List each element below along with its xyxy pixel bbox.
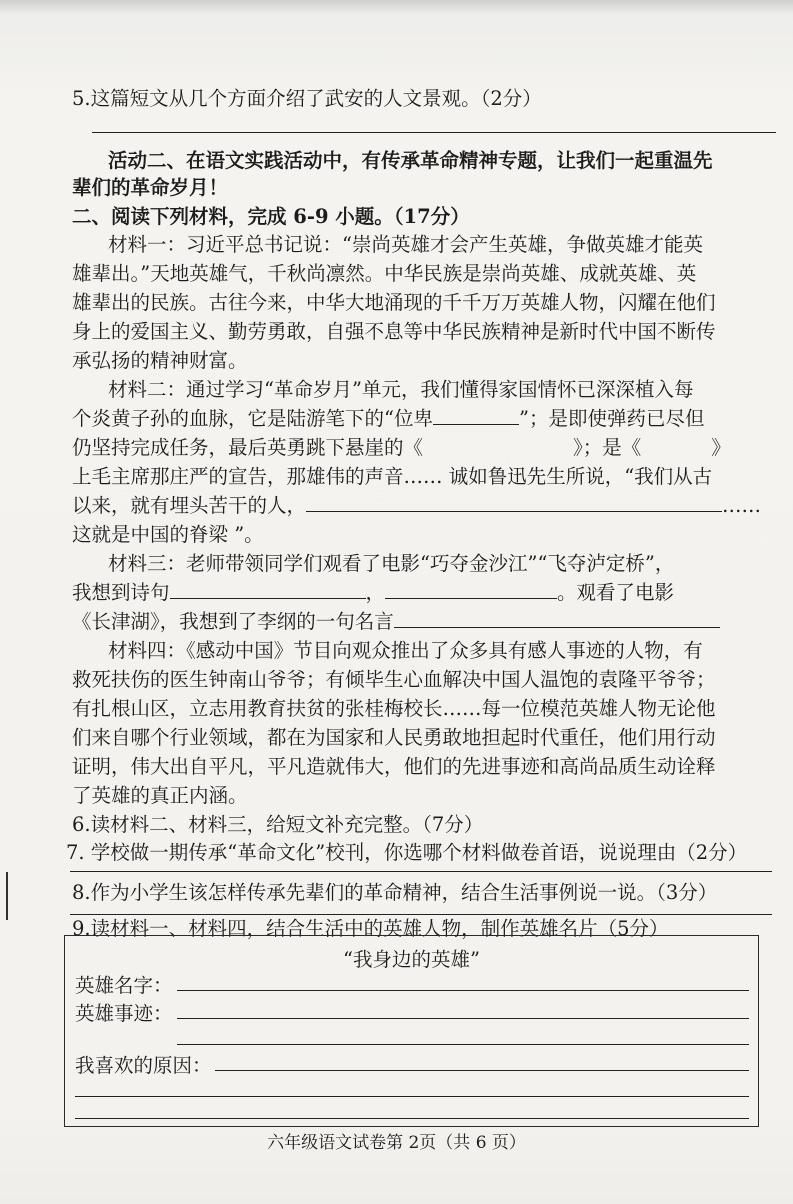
hero-deeds-label: 英雄事迹： bbox=[75, 1002, 173, 1025]
material-2-text: 》 bbox=[711, 436, 731, 459]
material-2-text: 仍坚持完成任务，最后英勇跳下悬崖的《 bbox=[72, 436, 424, 459]
activity-2-line-2: 辈们的革命岁月！ bbox=[72, 176, 229, 199]
hero-card-title: “我身边的英雄” bbox=[343, 948, 480, 971]
material-4-line: 们来自哪个行业领域，都在为国家和人民勇敢地担起时代重任，他们用行动 bbox=[72, 726, 716, 749]
material-2-line: 材料二：通过学习“革命岁月”单元，我们懂得家国情怀已深深植入每 bbox=[108, 378, 694, 401]
material-4-line: 了英雄的真正内涵。 bbox=[72, 784, 248, 807]
material-3-text: 。观看了电影 bbox=[557, 581, 675, 604]
fill-blank-poem-1[interactable] bbox=[170, 580, 366, 599]
hero-deeds-line-2[interactable] bbox=[177, 1044, 749, 1045]
hero-card bbox=[64, 935, 759, 1127]
material-3-line bbox=[72, 580, 772, 606]
question-8: 8.作为小学生该怎样传承先辈们的革命精神，结合生活事例说一说。（3分） bbox=[72, 881, 718, 904]
material-2-line bbox=[72, 493, 772, 519]
material-4-line: 有扎根山区，立志用教育扶贫的张桂梅校长……每一位模范英雄人物无论他 bbox=[72, 697, 716, 720]
answer-line-q8[interactable] bbox=[70, 914, 772, 915]
material-4-line: 救死扶伤的医生钟南山爷爷；有倾毕生心血解决中国人温饱的袁隆平爷爷； bbox=[72, 668, 716, 691]
question-6: 6.读材料二、材料三，给短文补充完整。（7分） bbox=[72, 813, 484, 836]
material-1-line: 承弘扬的精神财富。 bbox=[72, 349, 248, 372]
material-2-text: …… bbox=[722, 494, 762, 517]
material-2-line bbox=[72, 435, 772, 461]
hero-reason-label: 我喜欢的原因： bbox=[75, 1054, 212, 1077]
answer-line-q5[interactable] bbox=[92, 132, 776, 133]
material-2-line bbox=[72, 406, 772, 432]
material-1-line: 雄辈出。”天地英雄气，千秋尚凛然。中华民族是崇尚英雄、成就英雄、英 bbox=[72, 262, 697, 285]
fill-blank-luxun[interactable] bbox=[306, 493, 722, 512]
material-3-line: 材料三：老师带领同学们观看了电影“巧夺金沙江”“飞夺泸定桥”， bbox=[108, 552, 675, 575]
fill-blank-weibei[interactable] bbox=[433, 406, 519, 425]
material-2-text: 》；是《 bbox=[573, 436, 642, 459]
material-2-line: 上毛主席那庄严的宣告，那雄伟的声音…… 诚如鲁迅先生所说，“我们从古 bbox=[72, 465, 713, 488]
material-3-text: 我想到诗句 bbox=[72, 581, 170, 604]
activity-2-line-1: 活动二、在语文实践活动中，有传承革命精神专题，让我们一起重温先 bbox=[108, 149, 713, 172]
hero-reason-line-3[interactable] bbox=[75, 1118, 749, 1119]
material-4-line: 材料四：《感动中国》节目向观众推出了众多具有感人事迹的人物，有 bbox=[108, 639, 703, 662]
hero-reason-line[interactable] bbox=[215, 1070, 749, 1071]
material-2-line: 这就是中国的脊梁 ”。 bbox=[72, 523, 264, 546]
answer-line-q7[interactable] bbox=[70, 871, 772, 872]
question-9: 9.读材料一、材料四，结合生活中的英雄人物，制作英雄名片（5分） bbox=[72, 917, 669, 940]
material-1-line: 身上的爱国主义、勤劳勇敢，自强不息等中华民族精神是新时代中国不断传 bbox=[72, 320, 716, 343]
material-3-text: 《长津湖》，我想到了李纲的一句名言 bbox=[72, 610, 394, 633]
scan-shadow bbox=[0, 0, 793, 14]
material-3-text: ， bbox=[365, 581, 386, 604]
section-2-heading: 二、阅读下列材料，完成 6-9 小题。（17分） bbox=[72, 205, 470, 228]
fill-blank-quote[interactable] bbox=[394, 609, 720, 628]
material-4-line: 证明，伟大出自平凡，平凡造就伟大，他们的先进事迹和高尚品质生动诠释 bbox=[72, 755, 716, 778]
material-1-line: 雄辈出的民族。古往今来，中华大地涌现的千千万万英雄人物，闪耀在他们 bbox=[72, 291, 716, 314]
question-7: 7. 学校做一期传承“革命文化”校刊，你选哪个材料做卷首语，说说理由（2分） bbox=[66, 841, 748, 864]
material-1-line: 材料一：习近平总书记说：“崇尚英雄才会产生英雄，争做英雄才能英 bbox=[108, 233, 703, 256]
hero-name-line[interactable] bbox=[177, 990, 749, 991]
hero-reason-line-2[interactable] bbox=[75, 1096, 749, 1097]
fill-blank-poem-2[interactable] bbox=[385, 580, 557, 599]
hero-deeds-line[interactable] bbox=[177, 1018, 749, 1019]
page-footer: 六年级语文试卷第 2页（共 6 页） bbox=[267, 1133, 526, 1153]
material-2-text: ”；是即使弹药已尽但 bbox=[518, 407, 705, 430]
material-2-text: 以来，就有埋头苦干的人， bbox=[72, 494, 307, 517]
material-2-text: 个炎黄子孙的血脉，它是陆游笔下的“位卑 bbox=[72, 407, 433, 430]
hero-name-label: 英雄名字： bbox=[75, 974, 173, 997]
material-3-line bbox=[72, 609, 772, 635]
scan-edge-mark bbox=[6, 872, 8, 920]
question-5: 5.这篇短文从几个方面介绍了武安的人文景观。（2分） bbox=[72, 87, 542, 110]
